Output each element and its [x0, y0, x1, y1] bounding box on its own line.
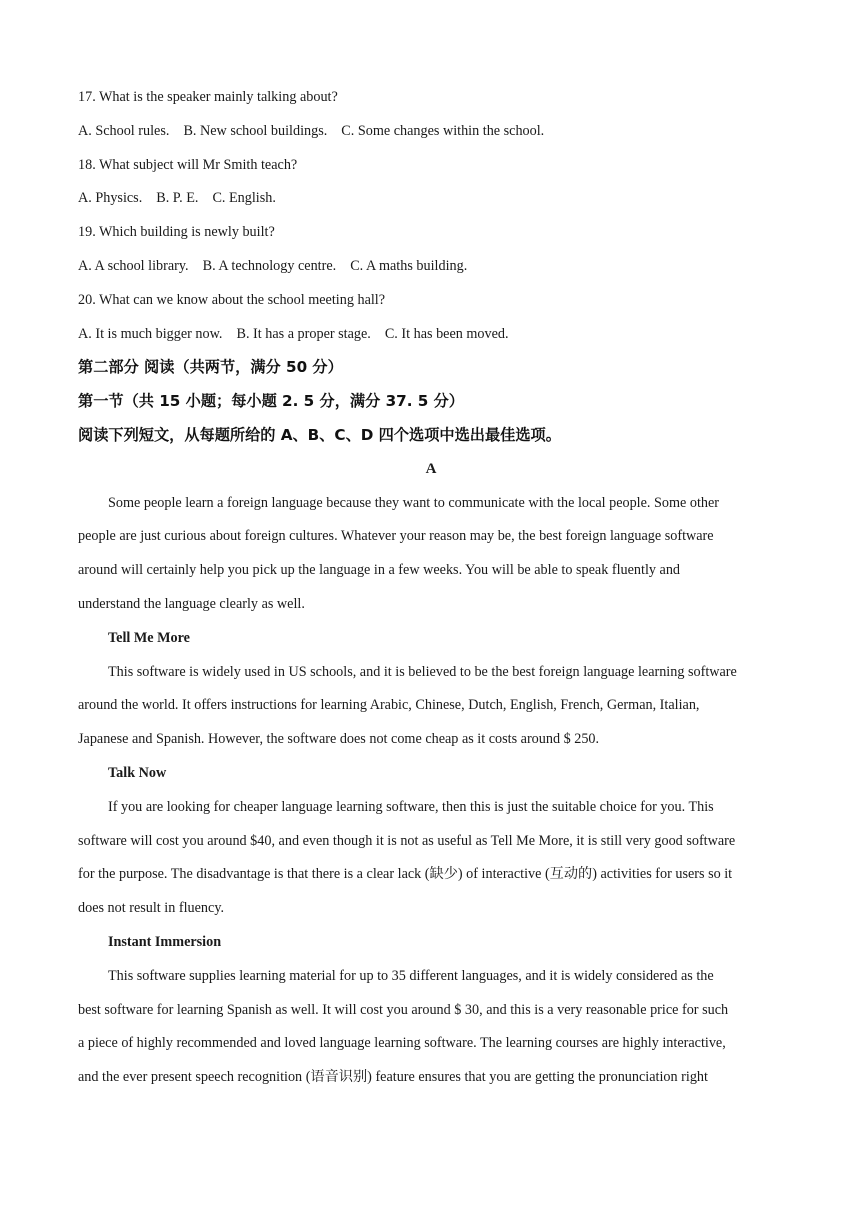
- question-text: 18. What subject will Mr Smith teach?: [78, 156, 298, 173]
- exam-page: [78, 86, 784, 1100]
- question-19: [78, 221, 784, 255]
- option-a: A. Physics.: [78, 190, 143, 207]
- passage-label: A: [425, 460, 437, 477]
- option-b: B. New school buildings.: [183, 122, 328, 139]
- passage-line: This software supplies learning material for up to 35 different languages, and it is widely considered as the: [108, 967, 714, 984]
- passage-line: software will cost you around $40, and even though it is not as useful as Tell Me More, it is still very good software: [78, 832, 736, 849]
- software-heading: Tell Me More: [108, 629, 190, 646]
- instruction: 阅读下列短文，从每题所给的 A、B、C、D 四个选项中选出最佳选项。: [78, 425, 561, 444]
- passage-line: Some people learn a foreign language because they want to communicate with the local people. Some other: [108, 494, 720, 511]
- question-17: [78, 86, 784, 120]
- option-c: C. English.: [212, 190, 276, 207]
- option-a: A. School rules.: [78, 122, 170, 139]
- question-18-options: [78, 187, 784, 221]
- option-c: C. Some changes within the school.: [341, 122, 545, 139]
- passage-line: a piece of highly recommended and loved language learning software. The learning courses are highly interactive,: [78, 1035, 726, 1052]
- software-heading: Talk Now: [108, 764, 167, 781]
- option-a: A. A school library.: [78, 257, 189, 274]
- passage-line: Japanese and Spanish. However, the software does not come cheap as it costs around $ 250.: [78, 731, 600, 748]
- question-17-options: [78, 120, 784, 154]
- passage-line: understand the language clearly as well.: [78, 595, 305, 612]
- option-c: C. A maths building.: [350, 257, 468, 274]
- question-text: 20. What can we know about the school meeting hall?: [78, 291, 386, 308]
- passage-line: around the world. It offers instructions for learning Arabic, Chinese, Dutch, English, French, German, Italian,: [78, 697, 700, 714]
- option-b: B. A technology centre.: [202, 257, 337, 274]
- option-c: C. It has been moved.: [384, 325, 509, 342]
- question-19-options: [78, 255, 784, 289]
- passage-line: best software for learning Spanish as well. It will cost you around $ 30, and this is a very reasonable price for such: [78, 1001, 729, 1018]
- option-a: A. It is much bigger now.: [78, 325, 223, 342]
- passage-line: for the purpose. The disadvantage is that there is a clear lack (缺少) of interactive (互动的) activities for users so it: [78, 866, 733, 883]
- question-20-options: [78, 323, 784, 357]
- question-text: 19. Which building is newly built?: [78, 224, 275, 241]
- question-20: [78, 289, 784, 323]
- passage-line: If you are looking for cheaper language learning software, then this is just the suitable choice for you. This: [108, 798, 714, 815]
- passage-line: This software is widely used in US schools, and it is believed to be the best foreign language learning software: [108, 663, 737, 680]
- passage-line: does not result in fluency.: [78, 900, 225, 917]
- section-title: 第一节（共 15 小题；每小题 2. 5 分，满分 37. 5 分）: [78, 392, 464, 411]
- part-title: 第二部分 阅读（共两节，满分 50 分）: [78, 358, 343, 377]
- passage-line: and the ever present speech recognition (语音识别) feature ensures that you are getting the pronunciation right: [78, 1069, 708, 1086]
- question-18: [78, 154, 784, 188]
- software-heading: Instant Immersion: [108, 933, 222, 950]
- passage-line: around will certainly help you pick up the language in a few weeks. You will be able to speak fluently and: [78, 562, 681, 579]
- passage-line: people are just curious about foreign cultures. Whatever your reason may be, the best foreign language software: [78, 528, 714, 545]
- option-b: B. It has a proper stage.: [236, 325, 371, 342]
- option-b: B. P. E.: [156, 190, 199, 207]
- question-text: 17. What is the speaker mainly talking about?: [78, 89, 338, 105]
